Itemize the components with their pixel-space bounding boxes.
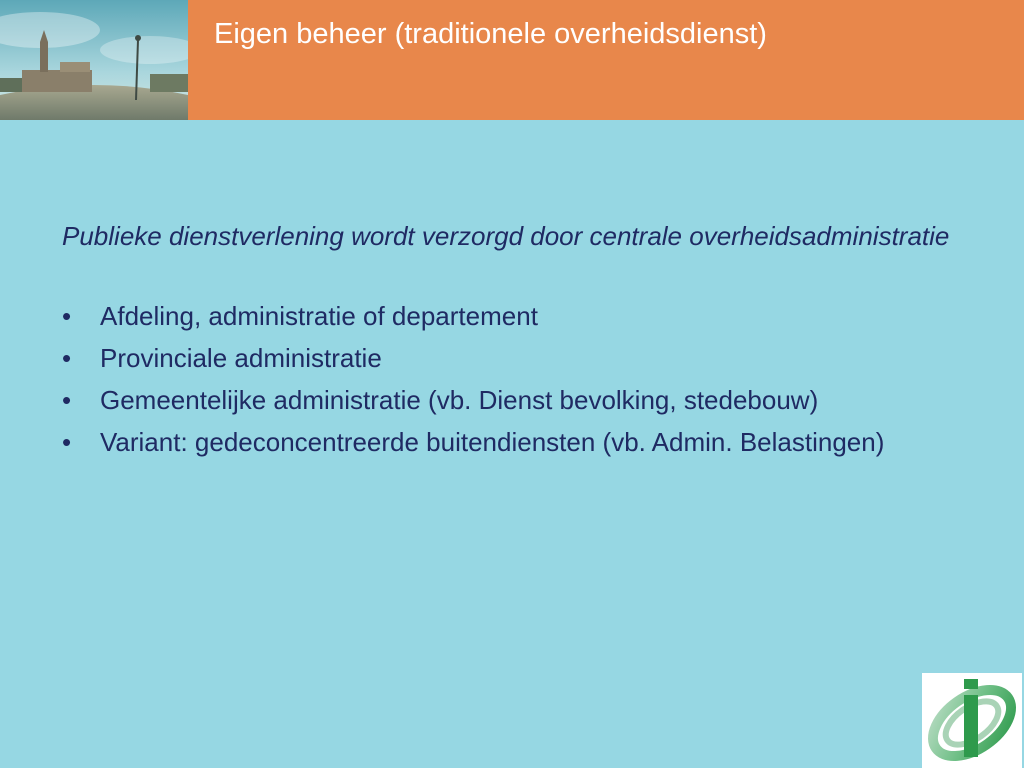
- bullet-text: Variant: gedeconcentreerde buitendiensten (vb. Admin. Belastingen): [100, 427, 885, 457]
- intro-text: Publieke dienstverlening wordt verzorgd door centrale overheidsadministratie: [62, 221, 950, 251]
- bullet-icon: •: [62, 427, 72, 457]
- city-square-photo: [0, 0, 188, 120]
- bullet-item: [62, 300, 962, 333]
- bullet-item: [62, 342, 962, 375]
- bullet-icon: •: [62, 343, 72, 373]
- slide-content: [62, 220, 962, 468]
- green-swirl-logo-icon: [922, 673, 1022, 768]
- bullet-icon: •: [62, 301, 72, 331]
- bullet-item: [62, 426, 962, 459]
- title-bar: [188, 0, 1024, 120]
- bullet-item: [62, 384, 962, 417]
- bullet-text: Gemeentelijke administratie (vb. Dienst bevolking, stedebouw): [100, 385, 819, 415]
- bullet-list: [62, 300, 962, 459]
- bullet-text: Provinciale administratie: [100, 343, 382, 373]
- slide-title: Eigen beheer (traditionele overheidsdienst): [214, 18, 767, 50]
- bullet-text: Afdeling, administratie of departement: [100, 301, 538, 331]
- bullet-icon: •: [62, 385, 72, 415]
